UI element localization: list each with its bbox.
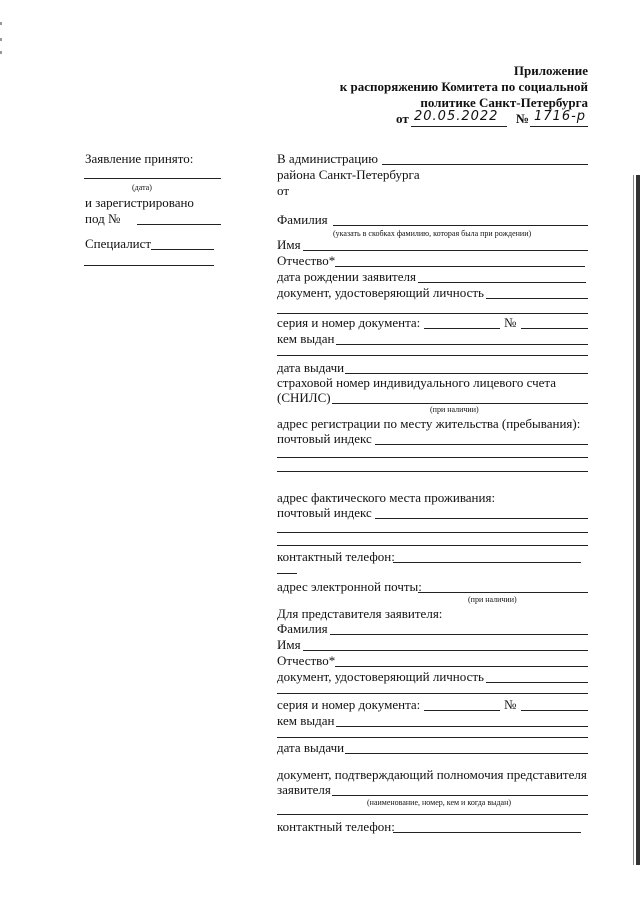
series-label: серия и номер документа: [277,315,421,330]
order-date-prefix: от [396,111,409,126]
postal-code-2-label: почтовый индекс [277,505,372,520]
patronymic-label: Отчество* [277,253,336,268]
snils-hint: (при наличии) [430,405,479,414]
postal-code-2-field[interactable] [375,518,588,519]
rep-issue-date-label: дата выдачи [277,740,345,755]
rep-name-field[interactable] [303,650,588,651]
appendix-line-3: политике Санкт-Петербурга [420,95,588,110]
order-number-prefix: № [516,111,530,126]
registered-label: и зарегистрировано [85,195,194,210]
rep-series-field[interactable] [424,710,500,711]
administration-line [382,164,588,165]
rep-issued-by-label: кем выдан [277,713,335,728]
issued-by-field[interactable] [336,344,588,345]
reg-number-label: под № [85,211,121,226]
rep-id-doc-label: документ, удостоверяющий личность [277,669,484,684]
rep-name-label: Имя [277,637,301,652]
from-label: от [277,183,290,198]
scan-mark [0,22,2,25]
doc-number-sign: № [504,315,517,330]
rep-issue-date-field[interactable] [345,753,588,754]
surname-field[interactable] [333,225,588,226]
actual-address-field-1[interactable] [277,532,588,533]
rep-surname-label: Фамилия [277,621,328,636]
id-doc-field-2[interactable] [277,313,588,314]
birthdate-label: дата рождении заявителя [277,269,416,284]
order-number-line [530,126,588,127]
authority-field-2[interactable] [277,814,588,815]
name-field[interactable] [303,250,588,251]
issue-date-label: дата выдачи [277,360,345,375]
rep-doc-number-sign: № [504,697,517,712]
rep-issued-by-field-2[interactable] [277,737,588,738]
rep-phone-field[interactable] [393,832,581,833]
accepted-date-line [84,178,221,179]
phone-field-2[interactable] [277,573,297,574]
order-number-value: 1716-р [534,109,587,124]
snils-label-1: страховой номер индивидуального лицевого счета [277,375,557,390]
rep-id-doc-field-2[interactable] [277,693,588,694]
id-doc-field[interactable] [486,298,588,299]
scan-edge [636,175,640,865]
phone-label: контактный телефон: [277,549,395,564]
phone-field[interactable] [393,562,581,563]
issued-by-label: кем выдан [277,331,335,346]
rep-series-label: серия и номер документа: [277,697,421,712]
reg-number-line [137,224,221,225]
reg-address-label: адрес регистрации по месту жительства (пребывания): [277,416,581,431]
postal-code-label: почтовый индекс [277,431,372,446]
snils-label-2: (СНИЛС) [277,390,331,405]
specialist-label: Специалист [85,236,152,251]
rep-doc-number-field[interactable] [521,710,588,711]
reg-address-field-2[interactable] [277,471,588,472]
authority-hint: (наименование, номер, кем и когда выдан) [367,798,512,807]
to-administration: В администрацию [277,151,378,166]
representative-title: Для представителя заявителя: [277,606,443,621]
rep-patronymic-field[interactable] [335,666,588,667]
rep-issued-by-field[interactable] [336,726,588,727]
authority-field[interactable] [332,795,588,796]
surname-label: Фамилия [277,212,328,227]
scan-mark [0,38,2,41]
district-label: района Санкт-Петербурга [277,167,420,182]
authority-label-2: заявителя [277,782,331,797]
scan-mark [0,51,2,54]
email-hint: (при наличии) [468,595,517,604]
reg-address-field-1[interactable] [277,457,588,458]
patronymic-field[interactable] [335,266,585,267]
order-date-value: 20.05.2022 [414,109,499,124]
rep-phone-label: контактный телефон: [277,819,395,834]
postal-code-field[interactable] [375,444,588,445]
actual-address-field-2[interactable] [277,545,588,546]
series-field[interactable] [424,328,500,329]
doc-number-field[interactable] [521,328,588,329]
id-doc-label: документ, удостоверяющий личность [277,285,484,300]
order-date-line [411,126,507,127]
rep-surname-field[interactable] [330,634,588,635]
actual-address-label: адрес фактического места проживания: [277,490,496,505]
surname-hint: (указать в скобках фамилию, которая была при рождении) [333,229,532,238]
issued-by-field-2[interactable] [277,355,588,356]
snils-field[interactable] [332,403,588,404]
rep-id-doc-field[interactable] [486,682,588,683]
specialist-line-2 [84,265,214,266]
issue-date-field[interactable] [345,373,588,374]
appendix-title: Приложение [513,63,588,78]
accepted-label: Заявление принято: [85,151,194,166]
email-field[interactable] [418,592,588,593]
birthdate-field[interactable] [418,282,586,283]
specialist-line [151,249,214,250]
rep-patronymic-label: Отчество* [277,653,336,668]
appendix-line-2: к распоряжению Комитета по социальной [339,79,588,94]
scan-edge-line [633,175,634,865]
date-caption: (дата) [132,183,152,192]
name-label: Имя [277,237,301,252]
email-label: адрес электронной почты: [277,579,422,594]
authority-label-1: документ, подтверждающий полномочия представителя [277,767,587,782]
